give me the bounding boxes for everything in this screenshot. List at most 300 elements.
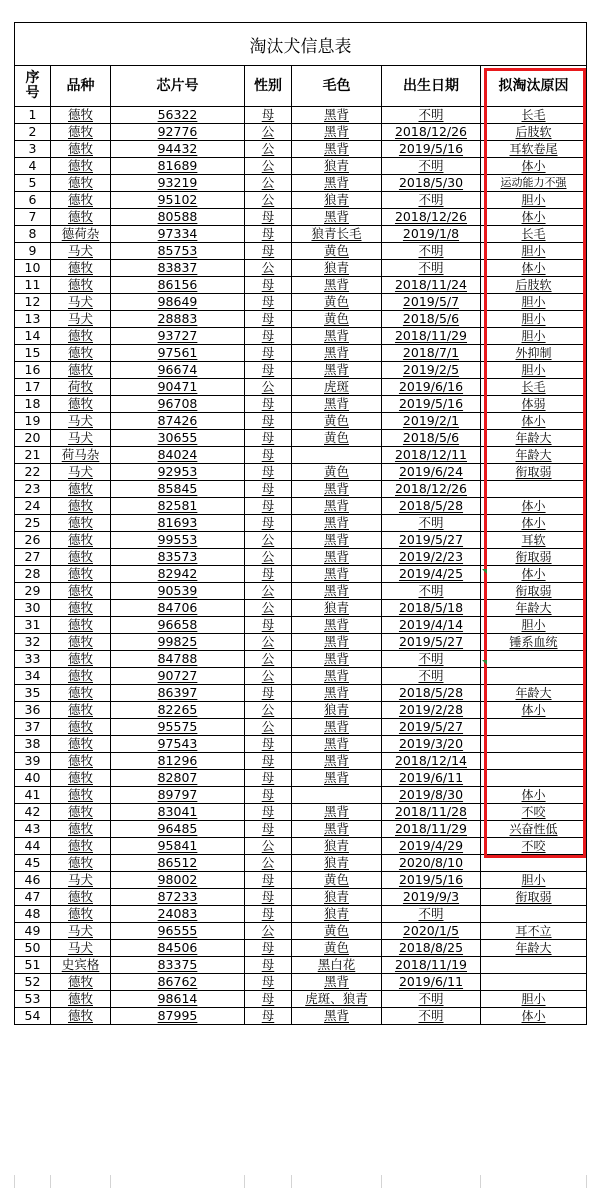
- cell-coat[interactable]: [292, 141, 382, 158]
- cell-breed[interactable]: [51, 719, 111, 736]
- cell-reason[interactable]: [481, 124, 587, 141]
- cell-sex[interactable]: [245, 124, 292, 141]
- cell-chip[interactable]: [111, 328, 245, 345]
- cell-chip[interactable]: [111, 362, 245, 379]
- cell-coat[interactable]: [292, 294, 382, 311]
- cell-coat[interactable]: [292, 668, 382, 685]
- cell-coat[interactable]: [292, 396, 382, 413]
- cell-sex[interactable]: [245, 515, 292, 532]
- cell-coat[interactable]: [292, 209, 382, 226]
- cell-dob[interactable]: [382, 243, 481, 260]
- cell-reason[interactable]: [481, 158, 587, 175]
- header-breed[interactable]: 品种: [51, 66, 111, 107]
- cell-breed[interactable]: [51, 651, 111, 668]
- cell-breed[interactable]: [51, 226, 111, 243]
- cell-coat[interactable]: [292, 685, 382, 702]
- cell-reason[interactable]: [481, 345, 587, 362]
- cell-breed[interactable]: [51, 294, 111, 311]
- cell-sex[interactable]: [245, 770, 292, 787]
- cell-breed[interactable]: [51, 447, 111, 464]
- cell-reason[interactable]: [481, 260, 587, 277]
- cell-breed[interactable]: [51, 328, 111, 345]
- cell-coat[interactable]: [292, 379, 382, 396]
- header-no[interactable]: [15, 66, 51, 107]
- cell-reason[interactable]: [481, 651, 587, 668]
- cell-dob[interactable]: [382, 192, 481, 209]
- cell-chip[interactable]: [111, 532, 245, 549]
- cell-sex[interactable]: [245, 583, 292, 600]
- cell-coat[interactable]: [292, 158, 382, 175]
- cell-reason[interactable]: [481, 821, 587, 838]
- cell-dob[interactable]: [382, 889, 481, 906]
- cell-coat[interactable]: [292, 243, 382, 260]
- cell-sex[interactable]: [245, 651, 292, 668]
- cell-no[interactable]: 23: [15, 481, 51, 498]
- cell-reason[interactable]: [481, 719, 587, 736]
- cell-no[interactable]: 40: [15, 770, 51, 787]
- cell-no[interactable]: 6: [15, 192, 51, 209]
- cell-no[interactable]: 31: [15, 617, 51, 634]
- cell-reason[interactable]: [481, 974, 587, 991]
- cell-breed[interactable]: [51, 141, 111, 158]
- cell-breed[interactable]: [51, 107, 111, 124]
- cell-breed[interactable]: [51, 396, 111, 413]
- cell-reason[interactable]: [481, 787, 587, 804]
- cell-dob[interactable]: [382, 532, 481, 549]
- cell-chip[interactable]: [111, 209, 245, 226]
- cell-dob[interactable]: [382, 872, 481, 889]
- cell-coat[interactable]: [292, 872, 382, 889]
- cell-no[interactable]: 50: [15, 940, 51, 957]
- cell-no[interactable]: 34: [15, 668, 51, 685]
- cell-no[interactable]: 2: [15, 124, 51, 141]
- cell-dob[interactable]: [382, 464, 481, 481]
- cell-chip[interactable]: [111, 600, 245, 617]
- cell-sex[interactable]: [245, 141, 292, 158]
- cell-no[interactable]: 41: [15, 787, 51, 804]
- cell-no[interactable]: 47: [15, 889, 51, 906]
- cell-sex[interactable]: [245, 957, 292, 974]
- cell-dob[interactable]: [382, 226, 481, 243]
- cell-reason[interactable]: [481, 957, 587, 974]
- cell-sex[interactable]: [245, 1008, 292, 1025]
- cell-no[interactable]: 13: [15, 311, 51, 328]
- cell-breed[interactable]: [51, 413, 111, 430]
- cell-sex[interactable]: [245, 855, 292, 872]
- cell-dob[interactable]: [382, 1008, 481, 1025]
- cell-reason[interactable]: [481, 243, 587, 260]
- cell-dob[interactable]: [382, 923, 481, 940]
- cell-breed[interactable]: [51, 124, 111, 141]
- cell-coat[interactable]: [292, 515, 382, 532]
- cell-chip[interactable]: [111, 685, 245, 702]
- cell-reason[interactable]: [481, 430, 587, 447]
- cell-dob[interactable]: [382, 974, 481, 991]
- cell-no[interactable]: 30: [15, 600, 51, 617]
- cell-coat[interactable]: [292, 413, 382, 430]
- cell-dob[interactable]: [382, 940, 481, 957]
- cell-sex[interactable]: [245, 498, 292, 515]
- cell-coat[interactable]: [292, 277, 382, 294]
- cell-reason[interactable]: [481, 668, 587, 685]
- cell-reason[interactable]: [481, 192, 587, 209]
- cell-dob[interactable]: [382, 345, 481, 362]
- cell-coat[interactable]: [292, 226, 382, 243]
- cell-no[interactable]: 48: [15, 906, 51, 923]
- cell-sex[interactable]: [245, 379, 292, 396]
- cell-breed[interactable]: [51, 192, 111, 209]
- cell-breed[interactable]: [51, 736, 111, 753]
- cell-dob[interactable]: [382, 396, 481, 413]
- cell-sex[interactable]: [245, 821, 292, 838]
- cell-breed[interactable]: [51, 243, 111, 260]
- cell-sex[interactable]: [245, 413, 292, 430]
- cell-coat[interactable]: [292, 498, 382, 515]
- cell-no[interactable]: 21: [15, 447, 51, 464]
- cell-sex[interactable]: [245, 396, 292, 413]
- cell-no[interactable]: 29: [15, 583, 51, 600]
- cell-no[interactable]: 38: [15, 736, 51, 753]
- cell-chip[interactable]: [111, 413, 245, 430]
- cell-no[interactable]: 24: [15, 498, 51, 515]
- cell-reason[interactable]: [481, 481, 587, 498]
- cell-dob[interactable]: [382, 481, 481, 498]
- cell-no[interactable]: 15: [15, 345, 51, 362]
- cell-sex[interactable]: [245, 345, 292, 362]
- cell-breed[interactable]: [51, 600, 111, 617]
- cell-reason[interactable]: [481, 549, 587, 566]
- cell-sex[interactable]: [245, 532, 292, 549]
- cell-breed[interactable]: [51, 498, 111, 515]
- cell-chip[interactable]: [111, 260, 245, 277]
- cell-breed[interactable]: [51, 804, 111, 821]
- cell-chip[interactable]: [111, 702, 245, 719]
- cell-breed[interactable]: [51, 464, 111, 481]
- cell-dob[interactable]: [382, 566, 481, 583]
- cell-sex[interactable]: [245, 753, 292, 770]
- cell-sex[interactable]: [245, 362, 292, 379]
- cell-chip[interactable]: [111, 430, 245, 447]
- cell-reason[interactable]: [481, 889, 587, 906]
- cell-coat[interactable]: [292, 464, 382, 481]
- cell-no[interactable]: 51: [15, 957, 51, 974]
- cell-no[interactable]: 17: [15, 379, 51, 396]
- cell-dob[interactable]: [382, 804, 481, 821]
- cell-reason[interactable]: [481, 872, 587, 889]
- cell-breed[interactable]: [51, 821, 111, 838]
- cell-no[interactable]: 53: [15, 991, 51, 1008]
- cell-chip[interactable]: [111, 396, 245, 413]
- cell-breed[interactable]: [51, 481, 111, 498]
- cell-coat[interactable]: [292, 124, 382, 141]
- cell-reason[interactable]: [481, 991, 587, 1008]
- header-dob[interactable]: 出生日期: [382, 66, 481, 107]
- cell-breed[interactable]: [51, 838, 111, 855]
- cell-no[interactable]: 19: [15, 413, 51, 430]
- cell-coat[interactable]: [292, 566, 382, 583]
- cell-coat[interactable]: [292, 651, 382, 668]
- cell-sex[interactable]: [245, 447, 292, 464]
- cell-no[interactable]: 37: [15, 719, 51, 736]
- cell-dob[interactable]: [382, 838, 481, 855]
- cell-chip[interactable]: [111, 515, 245, 532]
- cell-reason[interactable]: [481, 175, 587, 192]
- cell-chip[interactable]: [111, 1008, 245, 1025]
- cell-coat[interactable]: [292, 770, 382, 787]
- cell-coat[interactable]: [292, 719, 382, 736]
- cell-dob[interactable]: [382, 430, 481, 447]
- cell-coat[interactable]: [292, 906, 382, 923]
- cell-reason[interactable]: [481, 277, 587, 294]
- cell-no[interactable]: 14: [15, 328, 51, 345]
- cell-breed[interactable]: [51, 940, 111, 957]
- cell-chip[interactable]: [111, 345, 245, 362]
- cell-chip[interactable]: [111, 175, 245, 192]
- cell-reason[interactable]: [481, 736, 587, 753]
- cell-chip[interactable]: [111, 447, 245, 464]
- cell-chip[interactable]: [111, 838, 245, 855]
- cell-sex[interactable]: [245, 991, 292, 1008]
- cell-chip[interactable]: [111, 311, 245, 328]
- cell-chip[interactable]: [111, 464, 245, 481]
- cell-reason[interactable]: [481, 464, 587, 481]
- cell-coat[interactable]: [292, 753, 382, 770]
- cell-reason[interactable]: [481, 362, 587, 379]
- cell-sex[interactable]: [245, 787, 292, 804]
- cell-chip[interactable]: [111, 872, 245, 889]
- cell-sex[interactable]: [245, 192, 292, 209]
- cell-breed[interactable]: [51, 158, 111, 175]
- cell-chip[interactable]: [111, 549, 245, 566]
- cell-no[interactable]: 26: [15, 532, 51, 549]
- cell-sex[interactable]: [245, 838, 292, 855]
- cell-dob[interactable]: [382, 498, 481, 515]
- cell-breed[interactable]: [51, 1008, 111, 1025]
- cell-no[interactable]: 54: [15, 1008, 51, 1025]
- cell-no[interactable]: 12: [15, 294, 51, 311]
- cell-no[interactable]: 1: [15, 107, 51, 124]
- cell-chip[interactable]: [111, 753, 245, 770]
- cell-breed[interactable]: [51, 872, 111, 889]
- cell-dob[interactable]: [382, 311, 481, 328]
- cell-coat[interactable]: [292, 957, 382, 974]
- cell-sex[interactable]: [245, 107, 292, 124]
- cell-sex[interactable]: [245, 736, 292, 753]
- cell-breed[interactable]: [51, 311, 111, 328]
- cell-dob[interactable]: [382, 770, 481, 787]
- cell-chip[interactable]: [111, 294, 245, 311]
- cell-dob[interactable]: [382, 175, 481, 192]
- cell-reason[interactable]: [481, 141, 587, 158]
- cell-no[interactable]: 3: [15, 141, 51, 158]
- cell-coat[interactable]: [292, 702, 382, 719]
- cell-sex[interactable]: [245, 277, 292, 294]
- cell-coat[interactable]: [292, 583, 382, 600]
- cell-breed[interactable]: [51, 702, 111, 719]
- cell-coat[interactable]: [292, 175, 382, 192]
- cell-sex[interactable]: [245, 923, 292, 940]
- cell-chip[interactable]: [111, 651, 245, 668]
- cell-breed[interactable]: [51, 634, 111, 651]
- cell-dob[interactable]: [382, 634, 481, 651]
- cell-breed[interactable]: [51, 430, 111, 447]
- cell-no[interactable]: 10: [15, 260, 51, 277]
- cell-breed[interactable]: [51, 770, 111, 787]
- cell-chip[interactable]: [111, 787, 245, 804]
- cell-no[interactable]: 16: [15, 362, 51, 379]
- cell-breed[interactable]: [51, 617, 111, 634]
- cell-chip[interactable]: [111, 804, 245, 821]
- cell-dob[interactable]: [382, 736, 481, 753]
- cell-coat[interactable]: [292, 991, 382, 1008]
- cell-chip[interactable]: [111, 906, 245, 923]
- cell-reason[interactable]: [481, 226, 587, 243]
- cell-breed[interactable]: [51, 974, 111, 991]
- cell-breed[interactable]: [51, 923, 111, 940]
- cell-sex[interactable]: [245, 260, 292, 277]
- cell-dob[interactable]: [382, 668, 481, 685]
- cell-no[interactable]: 44: [15, 838, 51, 855]
- cell-chip[interactable]: [111, 617, 245, 634]
- cell-dob[interactable]: [382, 651, 481, 668]
- cell-reason[interactable]: [481, 532, 587, 549]
- cell-chip[interactable]: [111, 124, 245, 141]
- cell-coat[interactable]: [292, 974, 382, 991]
- cell-breed[interactable]: [51, 787, 111, 804]
- cell-no[interactable]: 20: [15, 430, 51, 447]
- cell-breed[interactable]: [51, 175, 111, 192]
- cell-sex[interactable]: [245, 634, 292, 651]
- cell-coat[interactable]: [292, 328, 382, 345]
- cell-coat[interactable]: [292, 634, 382, 651]
- cell-chip[interactable]: [111, 889, 245, 906]
- cell-coat[interactable]: [292, 617, 382, 634]
- cell-reason[interactable]: [481, 396, 587, 413]
- cell-dob[interactable]: [382, 583, 481, 600]
- cell-chip[interactable]: [111, 226, 245, 243]
- cell-chip[interactable]: [111, 481, 245, 498]
- cell-coat[interactable]: [292, 838, 382, 855]
- cell-no[interactable]: 9: [15, 243, 51, 260]
- cell-no[interactable]: 5: [15, 175, 51, 192]
- cell-dob[interactable]: [382, 447, 481, 464]
- cell-sex[interactable]: [245, 974, 292, 991]
- cell-coat[interactable]: [292, 1008, 382, 1025]
- cell-chip[interactable]: [111, 719, 245, 736]
- cell-coat[interactable]: [292, 787, 382, 804]
- cell-reason[interactable]: [481, 413, 587, 430]
- cell-chip[interactable]: [111, 192, 245, 209]
- cell-coat[interactable]: [292, 311, 382, 328]
- header-reason[interactable]: 拟淘汰原因: [481, 66, 587, 107]
- cell-dob[interactable]: [382, 719, 481, 736]
- cell-no[interactable]: 32: [15, 634, 51, 651]
- cell-chip[interactable]: [111, 974, 245, 991]
- cell-reason[interactable]: [481, 923, 587, 940]
- cell-no[interactable]: 45: [15, 855, 51, 872]
- cell-sex[interactable]: [245, 940, 292, 957]
- cell-chip[interactable]: [111, 498, 245, 515]
- cell-chip[interactable]: [111, 991, 245, 1008]
- cell-coat[interactable]: [292, 532, 382, 549]
- cell-no[interactable]: 33: [15, 651, 51, 668]
- cell-breed[interactable]: [51, 855, 111, 872]
- cell-breed[interactable]: [51, 991, 111, 1008]
- cell-no[interactable]: 43: [15, 821, 51, 838]
- cell-breed[interactable]: [51, 362, 111, 379]
- cell-coat[interactable]: [292, 260, 382, 277]
- cell-sex[interactable]: [245, 175, 292, 192]
- cell-breed[interactable]: [51, 566, 111, 583]
- cell-coat[interactable]: [292, 940, 382, 957]
- cell-reason[interactable]: [481, 770, 587, 787]
- cell-breed[interactable]: [51, 889, 111, 906]
- cell-reason[interactable]: [481, 702, 587, 719]
- cell-coat[interactable]: [292, 821, 382, 838]
- cell-reason[interactable]: [481, 940, 587, 957]
- cell-sex[interactable]: [245, 158, 292, 175]
- cell-no[interactable]: 35: [15, 685, 51, 702]
- cell-coat[interactable]: [292, 804, 382, 821]
- cell-dob[interactable]: [382, 549, 481, 566]
- cell-chip[interactable]: [111, 957, 245, 974]
- cell-reason[interactable]: [481, 753, 587, 770]
- cell-breed[interactable]: [51, 379, 111, 396]
- cell-sex[interactable]: [245, 600, 292, 617]
- cell-chip[interactable]: [111, 107, 245, 124]
- cell-chip[interactable]: [111, 141, 245, 158]
- cell-coat[interactable]: [292, 430, 382, 447]
- cell-breed[interactable]: [51, 277, 111, 294]
- cell-sex[interactable]: [245, 617, 292, 634]
- cell-reason[interactable]: [481, 855, 587, 872]
- cell-coat[interactable]: [292, 345, 382, 362]
- cell-no[interactable]: 36: [15, 702, 51, 719]
- cell-sex[interactable]: [245, 549, 292, 566]
- cell-chip[interactable]: [111, 821, 245, 838]
- cell-sex[interactable]: [245, 804, 292, 821]
- sheet-title[interactable]: 淘汰犬信息表: [15, 23, 587, 66]
- cell-chip[interactable]: [111, 379, 245, 396]
- cell-no[interactable]: 49: [15, 923, 51, 940]
- cell-dob[interactable]: [382, 379, 481, 396]
- cell-dob[interactable]: [382, 124, 481, 141]
- cell-reason[interactable]: [481, 804, 587, 821]
- cell-no[interactable]: 25: [15, 515, 51, 532]
- cell-breed[interactable]: [51, 209, 111, 226]
- cell-reason[interactable]: [481, 328, 587, 345]
- header-chip[interactable]: 芯片号: [111, 66, 245, 107]
- cell-dob[interactable]: [382, 906, 481, 923]
- cell-dob[interactable]: [382, 617, 481, 634]
- cell-sex[interactable]: [245, 243, 292, 260]
- cell-reason[interactable]: [481, 617, 587, 634]
- cell-coat[interactable]: [292, 889, 382, 906]
- cell-dob[interactable]: [382, 107, 481, 124]
- cell-reason[interactable]: [481, 1008, 587, 1025]
- cell-sex[interactable]: [245, 872, 292, 889]
- cell-dob[interactable]: [382, 855, 481, 872]
- cell-dob[interactable]: [382, 158, 481, 175]
- cell-no[interactable]: 52: [15, 974, 51, 991]
- cell-no[interactable]: 8: [15, 226, 51, 243]
- cell-chip[interactable]: [111, 277, 245, 294]
- cell-sex[interactable]: [245, 464, 292, 481]
- cell-sex[interactable]: [245, 328, 292, 345]
- cell-no[interactable]: 42: [15, 804, 51, 821]
- cell-sex[interactable]: [245, 668, 292, 685]
- cell-coat[interactable]: [292, 855, 382, 872]
